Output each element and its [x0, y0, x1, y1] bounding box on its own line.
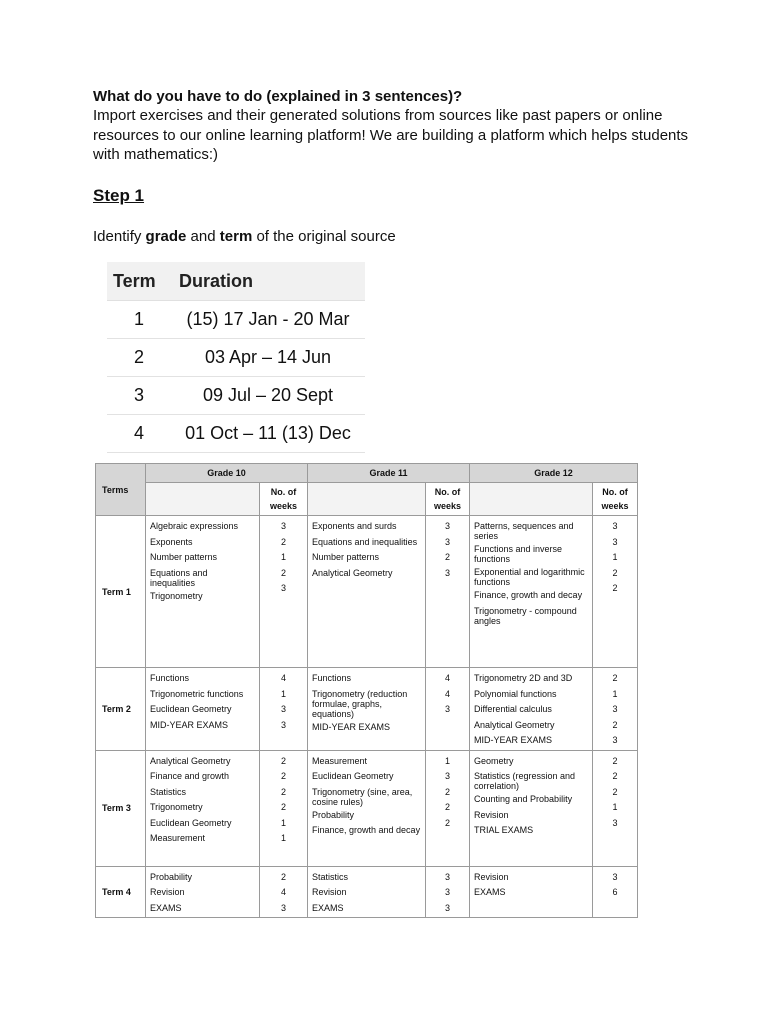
- topic-item: Polynomial functions: [474, 688, 557, 699]
- topic-item: Euclidean Geometry: [150, 817, 232, 828]
- duration-row: [107, 415, 365, 453]
- topic-item: Exponents: [150, 536, 193, 547]
- week-count: 2: [612, 673, 618, 683]
- week-count: 2: [612, 755, 618, 766]
- week-count: 2: [612, 583, 618, 593]
- topics-cell: [308, 516, 426, 668]
- topic-item: Trigonometry 2D and 3D: [474, 673, 573, 683]
- term-label: Term 1: [96, 516, 146, 668]
- week-count: 3: [444, 902, 450, 913]
- term-number: 2: [107, 339, 171, 377]
- term-duration: (15) 17 Jan - 20 Mar: [171, 301, 365, 339]
- week-count: 1: [280, 688, 286, 699]
- topic-item: Differential calculus: [474, 704, 552, 714]
- topic-item: Trigonometric functions: [150, 688, 244, 699]
- terms-header: Terms: [96, 464, 146, 516]
- week-count: 2: [612, 567, 618, 578]
- topic-item: Exponents and surds: [312, 521, 397, 531]
- topic-item: Revision: [312, 887, 347, 897]
- topic-item: Algebraic expressions: [150, 521, 239, 531]
- weeks-cell: [426, 668, 470, 751]
- week-count: 3: [444, 887, 450, 897]
- weeks-cell: [593, 750, 638, 866]
- week-count: 3: [444, 704, 450, 714]
- week-count: 2: [280, 755, 286, 766]
- weeks-cell: [260, 866, 308, 918]
- weeks-cell: [426, 750, 470, 866]
- week-count: 4: [444, 673, 450, 683]
- topic-item: Exponential and logarithmic functions: [474, 567, 585, 587]
- week-count: 4: [280, 673, 286, 683]
- weeks-header: No. of weeks: [260, 483, 308, 516]
- topic-item: Functions and inverse functions: [474, 544, 563, 564]
- topic-item: MID-YEAR EXAMS: [474, 735, 553, 745]
- week-count: 1: [612, 688, 618, 699]
- term-duration: 09 Jul – 20 Sept: [171, 377, 365, 415]
- week-count: 1: [612, 802, 618, 812]
- topics-cell: [470, 668, 593, 751]
- topics-cell: [308, 750, 426, 866]
- term-label: Term 2: [96, 668, 146, 751]
- curriculum-header-row: [96, 464, 638, 483]
- week-count: 2: [280, 536, 286, 547]
- weeks-cell: [426, 866, 470, 918]
- topic-item: Geometry: [474, 755, 514, 766]
- topic-item: Statistics (regression and correlation): [474, 771, 576, 791]
- topic-item: EXAMS: [312, 902, 344, 913]
- topic-item: Patterns, sequences and series: [474, 521, 574, 541]
- week-count: 3: [444, 771, 450, 781]
- weeks-cell: [593, 516, 638, 668]
- topic-item: Counting and Probability: [474, 794, 573, 804]
- week-count: 3: [612, 735, 618, 745]
- duration-row: [107, 339, 365, 377]
- topic-item: Analytical Geometry: [312, 567, 393, 578]
- topic-item: Measurement: [150, 833, 206, 843]
- weeks-header: No. of weeks: [593, 483, 638, 516]
- week-count: 1: [444, 755, 450, 766]
- topic-item: Revision: [474, 809, 509, 820]
- week-count: 3: [280, 719, 286, 730]
- week-count: 2: [444, 817, 450, 828]
- weeks-cell: [593, 668, 638, 751]
- weeks-header: No. of weeks: [426, 483, 470, 516]
- duration-header-row: [107, 262, 365, 301]
- weeks-cell: [260, 516, 308, 668]
- topics-cell: [470, 866, 593, 918]
- topics-cell: [470, 516, 593, 668]
- topics-subheader: [146, 483, 260, 516]
- week-count: 6: [612, 887, 618, 897]
- term-number: 4: [107, 415, 171, 453]
- week-count: 2: [280, 567, 286, 578]
- topic-item: Euclidean Geometry: [312, 771, 394, 781]
- topic-item: TRIAL EXAMS: [474, 825, 534, 835]
- topic-item: Functions: [312, 673, 352, 683]
- term-duration-table: [107, 262, 365, 453]
- intro-paragraph: Import exercises and their generated solutions from sources like past papers or online resources to our online learning platform! We are building a platform which helps students with mathematics:): [93, 107, 689, 163]
- duration-column-header: Duration: [171, 262, 365, 301]
- week-count: 2: [612, 719, 618, 730]
- weeks-cell: [593, 866, 638, 918]
- week-count: 1: [280, 817, 286, 828]
- topic-item: Trigonometry (reduction formulae, graphs, equations): [312, 688, 408, 719]
- topic-item: Measurement: [312, 755, 368, 766]
- topic-item: Statistics: [312, 871, 349, 882]
- term-number: 3: [107, 377, 171, 415]
- topic-item: EXAMS: [474, 887, 506, 897]
- term-row: [96, 668, 638, 751]
- topic-item: Revision: [474, 871, 509, 882]
- term-number: 1: [107, 301, 171, 339]
- week-count: 2: [444, 552, 450, 562]
- week-count: 3: [280, 521, 286, 531]
- topic-item: Analytical Geometry: [150, 755, 231, 766]
- topics-subheader: [470, 483, 593, 516]
- curriculum-subheader-row: [96, 483, 638, 516]
- topic-item: Finance and growth: [150, 771, 230, 781]
- term-row: [96, 866, 638, 918]
- week-count: 4: [280, 887, 286, 897]
- topics-subheader: [308, 483, 426, 516]
- week-count: 2: [280, 802, 286, 812]
- topic-item: MID-YEAR EXAMS: [150, 719, 229, 730]
- week-count: 1: [280, 552, 286, 562]
- topic-item: MID-YEAR EXAMS: [312, 721, 391, 732]
- duration-row: [107, 377, 365, 415]
- grade-header: Grade 10: [146, 464, 308, 483]
- term-label: Term 4: [96, 866, 146, 918]
- week-count: 2: [612, 786, 618, 797]
- week-count: 2: [280, 786, 286, 797]
- topic-item: Equations and inequalities: [312, 536, 418, 547]
- week-count: 2: [612, 771, 618, 781]
- term-duration: 01 Oct – 11 (13) Dec: [171, 415, 365, 453]
- week-count: 3: [612, 817, 618, 828]
- topic-item: Equations and inequalities: [150, 567, 208, 588]
- identify-instruction: Identify grade and term of the original source: [93, 228, 396, 245]
- weeks-cell: [426, 516, 470, 668]
- topic-item: Finance, growth and decay: [474, 590, 583, 600]
- topics-cell: [146, 866, 260, 918]
- topic-item: Probability: [150, 871, 193, 882]
- grade-header: Grade 11: [308, 464, 470, 483]
- duration-row: [107, 301, 365, 339]
- weeks-cell: [260, 668, 308, 751]
- step-title: Step 1: [93, 186, 145, 205]
- topic-item: Analytical Geometry: [474, 719, 555, 730]
- week-count: 3: [280, 583, 286, 593]
- topic-item: Number patterns: [150, 552, 218, 562]
- section-heading: What do you have to do (explained in 3 sentences)?: [93, 88, 463, 105]
- grade-header: Grade 12: [470, 464, 638, 483]
- week-count: 3: [280, 902, 286, 913]
- topics-cell: [146, 668, 260, 751]
- topics-cell: [470, 750, 593, 866]
- topic-item: Euclidean Geometry: [150, 704, 232, 714]
- week-count: 3: [444, 536, 450, 547]
- week-count: 2: [280, 771, 286, 781]
- week-count: 3: [612, 871, 618, 882]
- topic-item: Trigonometry (sine, area, cosine rules): [312, 786, 413, 807]
- topics-cell: [308, 866, 426, 918]
- topic-item: Finance, growth and decay: [312, 825, 421, 835]
- week-count: 3: [612, 521, 618, 531]
- topic-item: Trigonometry: [150, 590, 203, 601]
- topic-item: Trigonometry: [150, 802, 203, 812]
- week-count: 2: [444, 802, 450, 812]
- term-duration: 03 Apr – 14 Jun: [171, 339, 365, 377]
- week-count: 2: [280, 871, 286, 882]
- term-label: Term 3: [96, 750, 146, 866]
- topics-cell: [146, 750, 260, 866]
- topic-item: Probability: [312, 809, 355, 820]
- week-count: 2: [444, 786, 450, 797]
- week-count: 3: [612, 536, 618, 547]
- week-count: 3: [444, 567, 450, 578]
- week-count: 4: [444, 688, 450, 699]
- week-count: 3: [280, 704, 286, 714]
- term-column-header: Term: [107, 262, 171, 301]
- term-row: [96, 750, 638, 866]
- week-count: 3: [612, 704, 618, 714]
- topic-item: Trigonometry - compound angles: [474, 605, 577, 626]
- week-count: 1: [280, 833, 286, 843]
- topics-cell: [146, 516, 260, 668]
- week-count: 1: [612, 552, 618, 562]
- topic-item: EXAMS: [150, 902, 182, 913]
- weeks-cell: [260, 750, 308, 866]
- topic-item: Functions: [150, 673, 190, 683]
- topic-item: Statistics: [150, 786, 187, 797]
- week-count: 3: [444, 521, 450, 531]
- topic-item: Revision: [150, 887, 185, 897]
- curriculum-table: [95, 463, 638, 918]
- topic-item: Number patterns: [312, 552, 380, 562]
- topics-cell: [308, 668, 426, 751]
- week-count: 3: [444, 871, 450, 882]
- term-row: [96, 516, 638, 668]
